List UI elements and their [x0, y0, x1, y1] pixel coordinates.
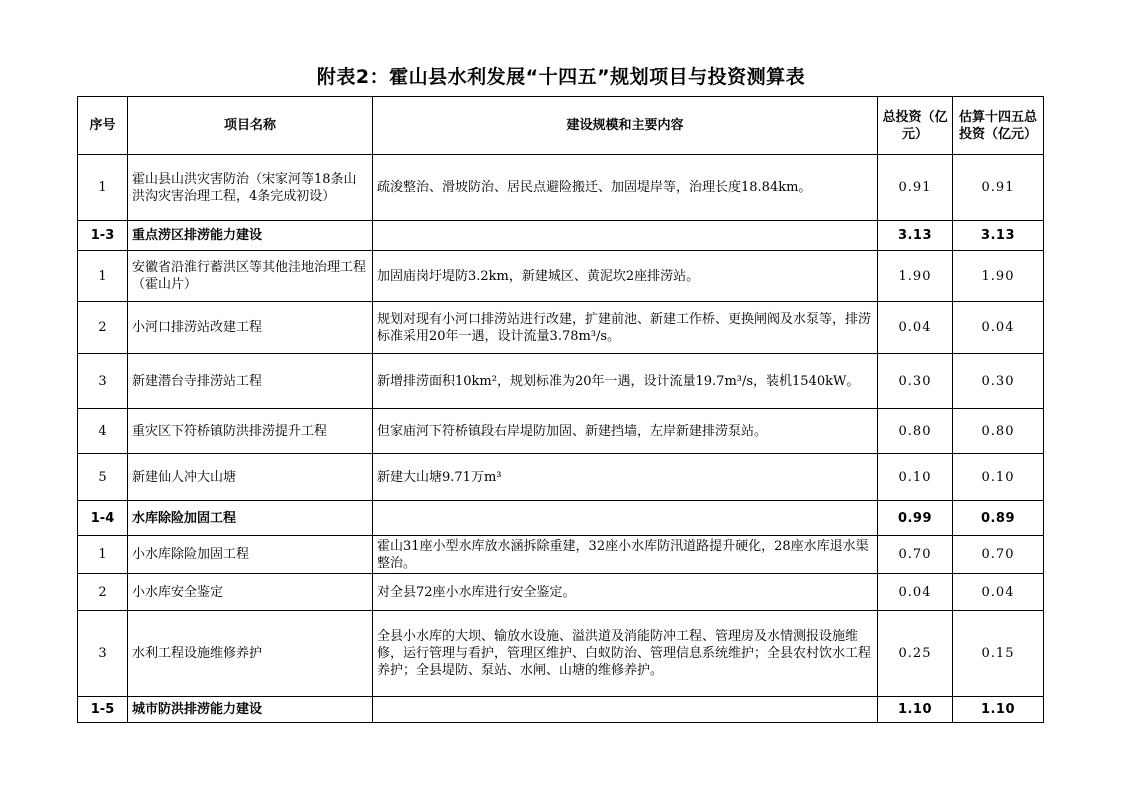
- row-name: 重灾区下符桥镇防洪排涝提升工程: [128, 409, 373, 454]
- row-total: 0.99: [878, 501, 953, 536]
- row-name: 小水库除险加固工程: [128, 536, 373, 574]
- row-content: [373, 221, 878, 251]
- row-name: 新建潜台寺排涝站工程: [128, 354, 373, 409]
- header-total: 总投资（亿元）: [878, 97, 953, 155]
- section-row: [78, 501, 1044, 536]
- header-row: [78, 97, 1044, 155]
- row-name: 水利工程设施维修养护: [128, 611, 373, 697]
- row-content: 新建大山塘9.71万m³: [373, 454, 878, 501]
- header-estimate: 估算十四五总投资（亿元）: [953, 97, 1044, 155]
- row-content: 疏浚整治、滑坡防治、居民点避险搬迁、加固堤岸等，治理长度18.84km。: [373, 155, 878, 221]
- row-name: 小水库安全鉴定: [128, 574, 373, 611]
- row-total: 0.91: [878, 155, 953, 221]
- row-content: 新增排涝面积10km²，规划标准为20年一遇，设计流量19.7m³/s，装机1540kW。: [373, 354, 878, 409]
- table-row: [78, 454, 1044, 501]
- row-content: 规划对现有小河口排涝站进行改建，扩建前池、新建工作桥、更换闸阀及水泵等，排涝标准采用20年一遇，设计流量3.78m³/s。: [373, 302, 878, 354]
- table-row: [78, 611, 1044, 697]
- row-seq: 4: [78, 409, 128, 454]
- table-row: [78, 302, 1044, 354]
- row-seq: 1-5: [78, 697, 128, 723]
- row-seq: 2: [78, 302, 128, 354]
- section-row: [78, 221, 1044, 251]
- row-estimate: 1.90: [953, 251, 1044, 302]
- row-total: 0.80: [878, 409, 953, 454]
- row-estimate: 3.13: [953, 221, 1044, 251]
- row-name: 安徽省沿淮行蓄洪区等其他洼地治理工程（霍山片）: [128, 251, 373, 302]
- row-content: 全县小水库的大坝、输放水设施、溢洪道及消能防冲工程、管理房及水情测报设施维修，运行管理与看护，管理区维护、白蚁防治、管理信息系统维护；全县农村饮水工程养护；全县堤防、泵站、水闸、山塘的维修养护。: [373, 611, 878, 697]
- row-total: 3.13: [878, 221, 953, 251]
- row-content: [373, 501, 878, 536]
- row-seq: 1-3: [78, 221, 128, 251]
- row-content: 对全县72座小水库进行安全鉴定。: [373, 574, 878, 611]
- row-estimate: 0.15: [953, 611, 1044, 697]
- row-estimate: 1.10: [953, 697, 1044, 723]
- row-estimate: 0.89: [953, 501, 1044, 536]
- row-name: 新建仙人冲大山塘: [128, 454, 373, 501]
- row-content: 霍山31座小型水库放水涵拆除重建，32座小水库防汛道路提升硬化，28座水库退水渠整治。: [373, 536, 878, 574]
- header-content: 建设规模和主要内容: [373, 97, 878, 155]
- investment-table: [77, 96, 1044, 723]
- row-total: 0.30: [878, 354, 953, 409]
- row-estimate: 0.70: [953, 536, 1044, 574]
- row-content: [373, 697, 878, 723]
- row-estimate: 0.91: [953, 155, 1044, 221]
- section-row: [78, 697, 1044, 723]
- row-total: 0.25: [878, 611, 953, 697]
- row-total: 0.04: [878, 302, 953, 354]
- row-name: 水库除险加固工程: [128, 501, 373, 536]
- table-row: [78, 536, 1044, 574]
- row-seq: 2: [78, 574, 128, 611]
- row-estimate: 0.04: [953, 302, 1044, 354]
- row-total: 0.04: [878, 574, 953, 611]
- row-total: 0.10: [878, 454, 953, 501]
- row-name: 霍山县山洪灾害防治（宋家河等18条山洪沟灾害治理工程，4条完成初设）: [128, 155, 373, 221]
- row-seq: 1: [78, 536, 128, 574]
- row-seq: 1-4: [78, 501, 128, 536]
- row-seq: 1: [78, 251, 128, 302]
- row-total: 1.90: [878, 251, 953, 302]
- row-content: 但家庙河下符桥镇段右岸堤防加固、新建挡墙，左岸新建排涝泵站。: [373, 409, 878, 454]
- page-title: 附表2：霍山县水利发展“十四五”规划项目与投资测算表: [316, 66, 806, 88]
- row-name: 城市防洪排涝能力建设: [128, 697, 373, 723]
- row-name: 小河口排涝站改建工程: [128, 302, 373, 354]
- row-content: 加固庙岗圩堤防3.2km，新建城区、黄泥坎2座排涝站。: [373, 251, 878, 302]
- row-estimate: 0.10: [953, 454, 1044, 501]
- header-name: 项目名称: [128, 97, 373, 155]
- table-row: [78, 354, 1044, 409]
- row-estimate: 0.80: [953, 409, 1044, 454]
- row-total: 1.10: [878, 697, 953, 723]
- row-total: 0.70: [878, 536, 953, 574]
- row-seq: 3: [78, 354, 128, 409]
- row-seq: 3: [78, 611, 128, 697]
- row-estimate: 0.30: [953, 354, 1044, 409]
- row-estimate: 0.04: [953, 574, 1044, 611]
- row-seq: 5: [78, 454, 128, 501]
- row-name: 重点涝区排涝能力建设: [128, 221, 373, 251]
- table-row: [78, 409, 1044, 454]
- table-row: [78, 155, 1044, 221]
- header-seq: 序号: [78, 97, 128, 155]
- row-seq: 1: [78, 155, 128, 221]
- table-row: [78, 251, 1044, 302]
- table-row: [78, 574, 1044, 611]
